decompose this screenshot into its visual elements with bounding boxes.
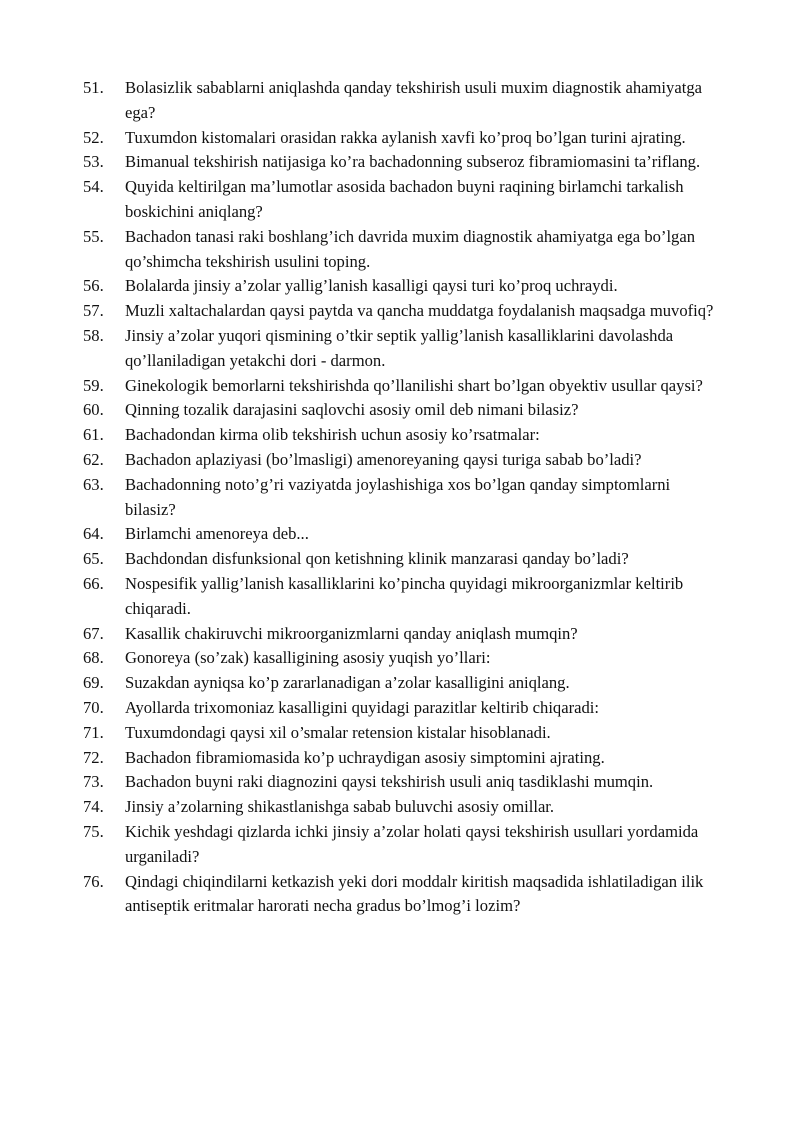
question-number: 72. — [83, 747, 104, 767]
question-text: Bachadondan kirma olib tekshirish uchun asosiy ko’rsatmalar: — [125, 425, 540, 445]
question-number: 62. — [83, 449, 104, 469]
question-item — [0, 299, 720, 324]
question-item — [0, 374, 720, 399]
question-number: 70. — [83, 697, 104, 717]
question-item — [0, 150, 720, 175]
question-text: Bimanual tekshirish natijasiga ko’ra bachadonning subseroz fibramiomasini ta’riflang. — [125, 152, 701, 172]
question-number: 53. — [83, 152, 104, 172]
question-item — [0, 572, 720, 622]
question-item — [0, 76, 720, 126]
question-text: Jinsiy a’zolarning shikastlanishga sabab buluvchi asosiy omillar. — [125, 797, 555, 817]
question-number: 75. — [83, 821, 104, 841]
question-item — [0, 473, 720, 523]
question-text: Ayollarda trixomoniaz kasalligini quyidagi parazitlar keltirib chiqaradi: — [125, 697, 600, 717]
question-number: 68. — [83, 648, 104, 668]
question-text: Birlamchi amenoreya deb... — [125, 524, 309, 544]
question-number: 76. — [83, 871, 104, 891]
question-text: Bachadon aplaziyasi (bo’lmasligi) amenoreyaning qaysi turiga sabab bo’ladi? — [125, 449, 642, 469]
question-number: 65. — [83, 549, 104, 569]
question-item — [0, 671, 720, 696]
question-number: 74. — [83, 797, 104, 817]
question-text: Quyida keltirilgan ma’lumotlar asosida bachadon buyni raqining birlamchi tarkalish boskichini aniqlang? — [125, 177, 684, 221]
question-number: 61. — [83, 425, 104, 445]
question-number: 51. — [83, 78, 104, 97]
question-text: Bachadon tanasi raki boshlang’ich davrida muxim diagnostik ahamiyatga ega bo’lgan qo’shimcha tekshirish usulini toping. — [125, 226, 696, 271]
question-item — [0, 721, 720, 746]
question-number: 60. — [83, 400, 104, 420]
question-text: Kasallik chakiruvchi mikroorganizmlarni qanday aniqlash mumqin? — [125, 623, 578, 643]
question-text: Bolasizlik sabablarni aniqlashda qanday tekshirish usuli muxim diagnostik ahamiyatga ega? — [125, 78, 702, 122]
question-list — [0, 76, 800, 919]
question-item — [0, 126, 720, 151]
question-text: Bolalarda jinsiy a’zolar yallig’lanish kasalligi qaysi turi ko’proq uchraydi. — [125, 276, 618, 296]
question-text: Bachdondan disfunksional qon ketishning klinik manzarasi qanday bo’ladi? — [125, 549, 629, 569]
question-text: Qindagi chiqindilarni ketkazish yeki dori moddalr kiritish maqsadida ishlatiladigan ilik antiseptik eritmalar harorati necha gradus bo’lmog’i lozim? — [125, 871, 704, 916]
question-item — [0, 820, 720, 870]
question-number: 52. — [83, 127, 104, 147]
question-text: Jinsiy a’zolar yuqori qismining o’tkir septik yallig’lanish kasalliklarini davolashda qo’llaniladigan yetakchi dori - darmon. — [125, 325, 674, 370]
question-number: 54. — [83, 177, 104, 197]
question-item — [0, 448, 720, 473]
question-text: Nospesifik yallig’lanish kasalliklarini ko’pincha quyidagi mikroorganizmlar keltirib chiqaradi. — [125, 573, 684, 618]
question-text: Bachadonning noto’g’ri vaziyatda joylashishiga xos bo’lgan qanday simptomlarni bilasiz? — [125, 474, 671, 519]
question-item — [0, 522, 720, 547]
question-number: 69. — [83, 673, 104, 693]
question-text: Qinning tozalik darajasini saqlovchi asosiy omil deb nimani bilasiz? — [125, 400, 579, 420]
question-number: 55. — [83, 226, 104, 246]
question-number: 59. — [83, 375, 104, 395]
question-text: Tuxumdon kistomalari orasidan rakka aylanish xavfi ko’proq bo’lgan turini ajrating. — [125, 127, 686, 147]
question-number: 63. — [83, 474, 104, 494]
question-text: Bachadon buyni raki diagnozini qaysi tekshirish usuli aniq tasdiklashi mumqin. — [125, 772, 654, 792]
question-text: Suzakdan ayniqsa ko’p zararlanadigan a’zolar kasalligini aniqlang. — [125, 673, 570, 693]
question-item — [0, 398, 720, 423]
question-number: 71. — [83, 722, 104, 742]
question-item — [0, 622, 720, 647]
question-text: Bachadon fibramiomasida ko’p uchraydigan asosiy simptomini ajrating. — [125, 747, 605, 767]
question-item — [0, 870, 720, 920]
question-number: 58. — [83, 325, 104, 345]
question-number: 64. — [83, 524, 104, 544]
question-item — [0, 795, 720, 820]
question-text: Ginekologik bemorlarni tekshirishda qo’llanilishi shart bo’lgan obyektiv usullar qaysi? — [125, 375, 703, 395]
question-item — [0, 696, 720, 721]
question-item — [0, 646, 720, 671]
question-number: 73. — [83, 772, 104, 792]
question-item — [0, 746, 720, 771]
question-number: 56. — [83, 276, 104, 296]
question-number: 57. — [83, 301, 104, 321]
question-text: Gonoreya (so’zak) kasalligining asosiy yuqish yo’llari: — [125, 648, 491, 668]
question-item — [0, 324, 720, 374]
question-number: 66. — [83, 573, 104, 593]
question-item — [0, 225, 720, 275]
question-item — [0, 547, 720, 572]
question-item — [0, 175, 720, 225]
question-item — [0, 274, 720, 299]
question-text: Muzli xaltachalardan qaysi paytda va qancha muddatga foydalanish maqsadga muvofiq? — [125, 301, 714, 321]
question-text: Kichik yeshdagi qizlarda ichki jinsiy a’zolar holati qaysi tekshirish usullari yordamida urganiladi? — [125, 821, 699, 866]
question-item — [0, 770, 720, 795]
question-text: Tuxumdondagi qaysi xil o’smalar retension kistalar hisoblanadi. — [125, 722, 551, 742]
question-number: 67. — [83, 623, 104, 643]
question-item — [0, 423, 720, 448]
